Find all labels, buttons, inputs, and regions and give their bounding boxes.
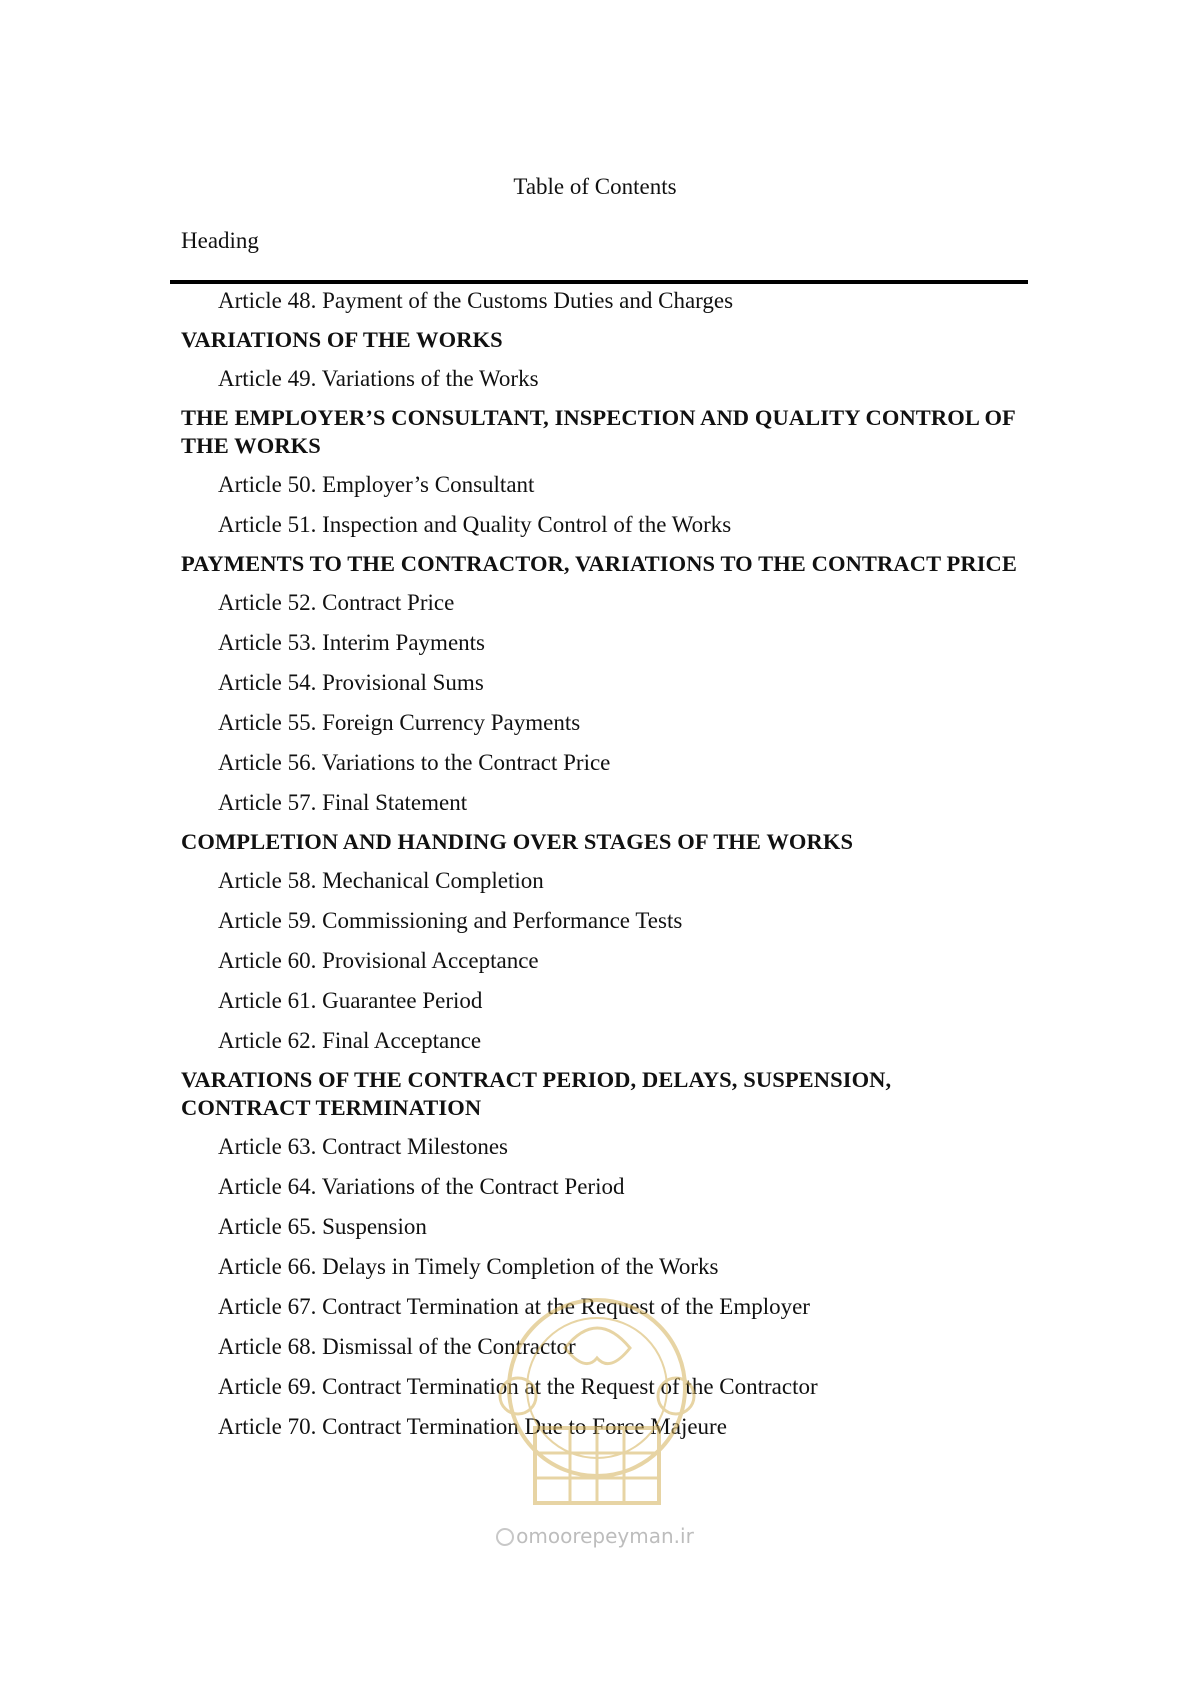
toc-section-heading: VARIATIONS OF THE WORKS <box>181 327 503 352</box>
toc-article-item: Article 58. Mechanical Completion <box>218 868 544 893</box>
toc-article-item: Article 60. Provisional Acceptance <box>218 948 539 973</box>
toc-article-item: Article 66. Delays in Timely Completion of the Works <box>218 1254 719 1279</box>
toc-article-item: Article 56. Variations to the Contract Price <box>218 750 611 775</box>
toc-article-item: Article 51. Inspection and Quality Control of the Works <box>218 512 732 537</box>
toc-article-item: Article 55. Foreign Currency Payments <box>218 710 581 735</box>
toc-article-item: Article 52. Contract Price <box>218 590 455 615</box>
toc-article-item: Article 64. Variations of the Contract Period <box>218 1174 625 1199</box>
toc-section-heading: VARATIONS OF THE CONTRACT PERIOD, DELAYS, SUSPENSION, CONTRACT TERMINATION <box>181 1067 892 1120</box>
heading-label: Heading <box>181 228 259 253</box>
toc-article-item: Article 68. Dismissal of the Contractor <box>218 1334 576 1359</box>
toc-article-item: Article 48. Payment of the Customs Duties and Charges <box>218 288 734 313</box>
table-of-contents <box>181 286 1021 1452</box>
toc-article-item: Article 65. Suspension <box>218 1214 427 1239</box>
watermark-site <box>0 1524 1190 1548</box>
toc-article-item: Article 57. Final Statement <box>218 790 468 815</box>
toc-article-item: Article 49. Variations of the Works <box>218 366 539 391</box>
toc-article-item: Article 53. Interim Payments <box>218 630 485 655</box>
watermark-site-text: omoorepeyman.ir <box>516 1524 694 1548</box>
toc-article-item: Article 50. Employer’s Consultant <box>218 472 535 497</box>
toc-section-heading: THE EMPLOYER’S CONSULTANT, INSPECTION AND QUALITY CONTROL OF THE WORKS <box>181 405 1016 458</box>
toc-article-item: Article 67. Contract Termination at the Request of the Employer <box>218 1294 810 1319</box>
toc-article-item: Article 54. Provisional Sums <box>218 670 484 695</box>
toc-article-item: Article 59. Commissioning and Performance Tests <box>218 908 683 933</box>
at-icon <box>496 1528 514 1546</box>
toc-section-heading: COMPLETION AND HANDING OVER STAGES OF THE WORKS <box>181 829 854 854</box>
heading-rule <box>170 280 1028 284</box>
toc-article-item: Article 69. Contract Termination at the Request of the Contractor <box>218 1374 818 1399</box>
toc-article-item: Article 63. Contract Milestones <box>218 1134 508 1159</box>
page-title: Table of Contents <box>513 174 677 199</box>
toc-section-heading: PAYMENTS TO THE CONTRACTOR, VARIATIONS TO THE CONTRACT PRICE <box>181 551 1018 576</box>
toc-article-item: Article 70. Contract Termination Due to Force Majeure <box>218 1414 727 1439</box>
toc-article-item: Article 62. Final Acceptance <box>218 1028 482 1053</box>
toc-article-item: Article 61. Guarantee Period <box>218 988 483 1013</box>
